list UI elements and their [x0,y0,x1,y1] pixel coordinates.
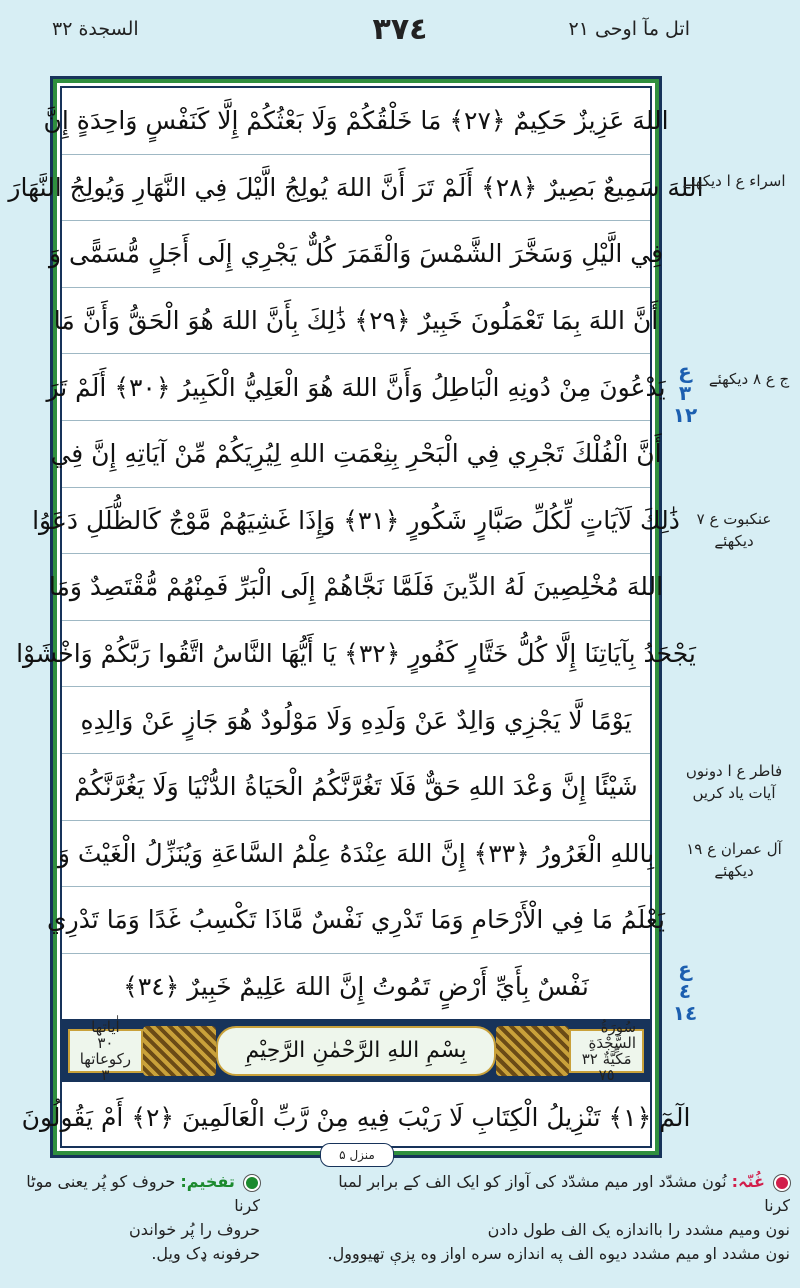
page-number: ٣٧٤ [372,12,428,47]
verse-line: نَفْسٌ بِأَيِّ أَرْضٍ تَمُوتُ إِنَّ اللهَ عَلِيمٌ خَبِيرٌ ﴿٣٤﴾ [62,954,650,1021]
verse-line: ذَٰلِكَ لَآيَاتٍ لِّكُلِّ صَبَّارٍ شَكُورٍ ﴿٣١﴾ وَإِذَا غَشِيَهُمْ مَّوْجٌ كَالظُّلَلِ دَعَوُا [62,488,650,555]
ruku-count: ٣ [101,1065,110,1084]
verse-line: أَنَّ اللهَ بِمَا تَعْمَلُونَ خَبِيرٌ ﴿٢٩﴾ ذَٰلِكَ بِأَنَّ اللهَ هُوَ الْحَقُّ وَأَنَّ مَا [62,288,650,355]
tafkheem-color-icon [244,1175,260,1191]
verse-line: اللهَ عَزِيزٌ حَكِيمٌ ﴿٢٧﴾ مَا خَلْقُكُمْ وَلَا بَعْثُكُمْ إِلَّا كَنَفْسٍ وَاحِدَةٍ إِنَّ [62,88,650,155]
ayat-ruku-count-box [68,1017,143,1084]
verse-line: يَوْمًا لَّا يَجْزِي وَالِدٌ عَنْ وَلَدِهِ وَلَا مَوْلُودٌ هُوَ جَازٍ عَنْ وَالِدِهِ [62,687,650,754]
verse-line: اللهَ مُخْلِصِينَ لَهُ الدِّينَ فَلَمَّا نَجَّاهُمْ إِلَى الْبَرِّ فَمِنْهُمْ مُّقْتَصِدٌ وَمَا [62,554,650,621]
ruku-mark: ع ٣ ١٢ [672,359,698,427]
ornament-right [496,1026,569,1076]
ghunna-color-icon [774,1175,790,1191]
revelation-order: ٧٥ [598,1065,615,1084]
ruku-label: رکوعاتھا [79,1049,132,1068]
margin-note: ج ع ٨ دیکھئے [708,370,790,388]
ghunna-legend [310,1170,790,1266]
page-header [0,12,800,48]
ayat-count: ٣٠ [97,1033,114,1052]
verse-line: يَعْلَمُ مَا فِي الْأَرْحَامِ وَمَا تَدْرِي نَفْسٌ مَّاذَا تَكْسِبُ غَدًا وَمَا تَدْرِي [62,887,650,954]
ayat-label: اٰیاتھا [91,1017,120,1036]
verse-line: فِي الَّيْلِ وَسَخَّرَ الشَّمْسَ وَالْقَمَرَ كُلٌّ يَجْرِي إِلَى أَجَلٍ مُّسَمًّى وَ [62,221,650,288]
bismillah: بِسْمِ اللهِ الرَّحْمٰنِ الرَّحِيْمِ [216,1026,496,1076]
tafkheem-term: تفخیم: [180,1172,235,1191]
manzil-marker: منزل ۵ [320,1143,394,1167]
ghunna-text-urdu: نُون مشدّد اور میم مشدّد کی آواز کو ایک الف کے برابر لمبا کرنا [338,1172,790,1215]
ghunna-term: غُنّہ: [731,1172,765,1191]
tafkheem-line [20,1170,260,1218]
tafkheem-text-persian: حروف را پُر خواندن [129,1220,260,1239]
tajweed-legend [0,1168,800,1278]
margin-note: آل عمران ع ١٩ دیکھئے [686,840,782,880]
surah-title: سُورَةُ السَّجْدَةِ [588,1017,637,1052]
surah-type: مَكِّيَّةٌ ٣٢ [581,1049,632,1068]
tafkheem-text-urdu: حروف کو پُر یعنی موٹا کرنا [26,1172,260,1215]
verse-line: يَجْحَدُ بِآيَاتِنَا إِلَّا كُلُّ خَتَّارٍ كَفُورٍ ﴿٣٢﴾ يَا أَيُّهَا النَّاسُ اتَّقُوا رَبَّكُمْ وَاخْشَوْا [62,621,650,688]
margin-note: اسراء ع ا دیکھئے [682,172,786,190]
verse-line: شَيْئًا إِنَّ وَعْدَ اللهِ حَقٌّ فَلَا تَغُرَّنَّكُمُ الْحَيَاةُ الدُّنْيَا وَلَا يَغُرَّنَّكُمْ [62,754,650,821]
margin-note: عنکبوت ع ٧ دیکھئے [696,510,772,550]
verse-line: الٓمٓ ﴿١﴾ تَنْزِيلُ الْكِتَابِ لَا رَيْبَ فِيهِ مِنْ رَّبِّ الْعَالَمِينَ ﴿٢﴾ أَمْ يَقُولُونَ [21,1102,691,1132]
verse-line: أَنَّ الْفُلْكَ تَجْرِي فِي الْبَحْرِ بِنِعْمَتِ اللهِ لِيُرِيَكُمْ مِّنْ آيَاتِهِ إِنَّ فِي [62,421,650,488]
surah-header-band [62,1019,650,1082]
margin-note: فاطر ع ا دونوں آیات یاد کریں [685,762,783,802]
verse-line: بِاللهِ الْغَرُورُ ﴿٣٣﴾ إِنَّ اللهَ عِنْدَهُ عِلْمُ السَّاعَةِ وَيُنَزِّلُ الْغَيْثَ وَ [62,821,650,888]
ghunna-line [310,1170,790,1218]
surah-name-header: السجدة ٣٢ [52,18,139,40]
ruku-mark: ع ٤ ١٤ [672,957,698,1025]
tafkheem-legend [20,1170,260,1266]
tafkheem-text-pashto: حرفونه ډک ویل. [151,1244,260,1263]
ornament-left [143,1026,216,1076]
verse-line: اللهَ سَمِيعٌ بَصِيرٌ ﴿٢٨﴾ أَلَمْ تَرَ أَنَّ اللهَ يُولِجُ الَّيْلَ فِي النَّهَارِ وَيُولِجُ النَّهَارَ [62,155,650,222]
surah-name-box [569,1017,644,1084]
juz-name-header: اتل مآ اوحی ٢١ [568,18,690,40]
verse-line: يَدْعُونَ مِنْ دُونِهِ الْبَاطِلُ وَأَنَّ اللهَ هُوَ الْعَلِيُّ الْكَبِيرُ ﴿٣٠﴾ أَلَمْ تَرَ [62,354,650,421]
ghunna-text-persian: نون وميم مشدد را بااندازه یک الف طول دادن [487,1220,790,1239]
ghunna-text-pashto: نون مشدد او میم مشدد دیوه الف په اندازه سره اواز وه پزې تهیووول. [327,1244,790,1263]
